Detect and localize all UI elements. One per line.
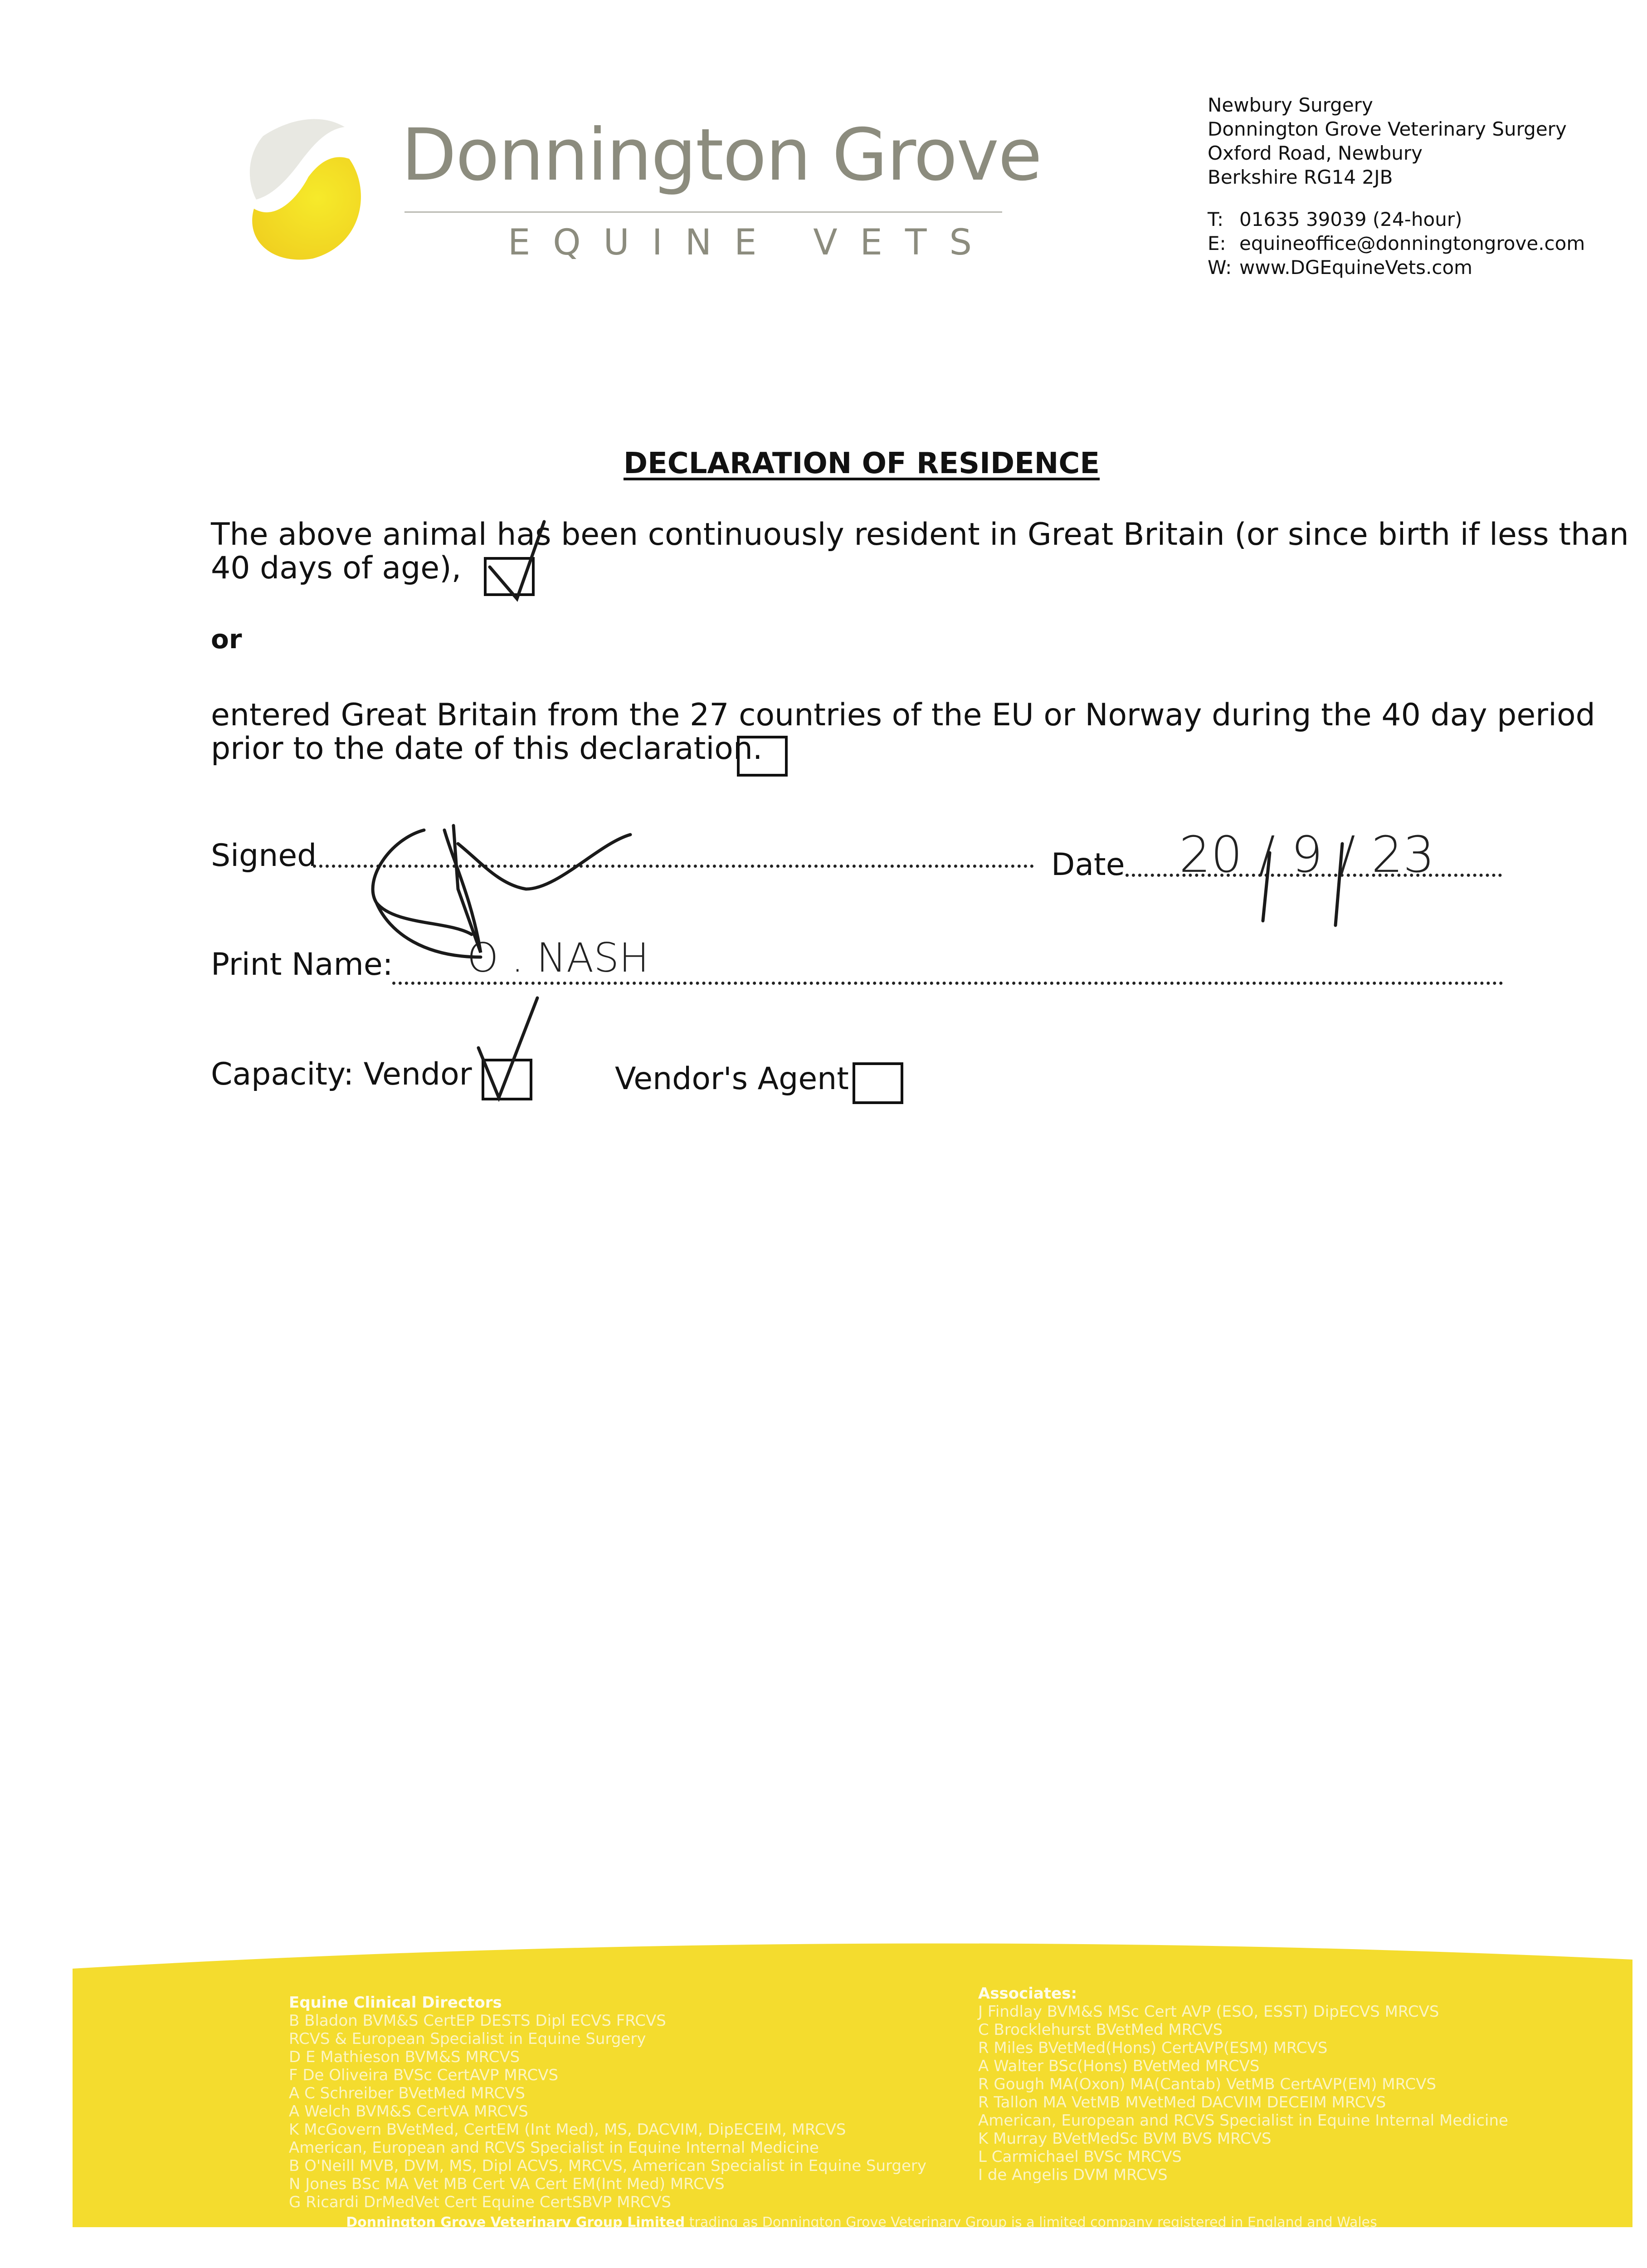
signature-line[interactable] — [313, 865, 1034, 868]
director-entry: D E Mathieson BVM&S MRCVS — [289, 2048, 520, 2066]
option1-checkbox[interactable] — [484, 557, 535, 596]
company-footer-line — [0, 2214, 1647, 2230]
address-line-3: Berkshire RG14 2JB — [1208, 166, 1393, 188]
director-entry: A C Schreiber BVetMed MRCVS — [289, 2084, 525, 2102]
associate-entry: K Murray BVetMedSc BVM BVS MRCVS — [978, 2130, 1272, 2148]
web-label: W: — [1208, 256, 1232, 279]
director-entry: American, European and RCVS Specialist in Equine Internal Medicine — [289, 2139, 819, 2157]
capacity-vendor-label: Capacity: Vendor — [211, 1056, 472, 1092]
option2-line-2: prior to the date of this declaration. — [211, 731, 763, 767]
associate-entry: C Brocklehurst BVetMed MRCVS — [978, 2021, 1223, 2039]
option2-checkbox[interactable] — [737, 736, 788, 777]
director-entry: G Ricardi DrMedVet Cert Equine CertSBVP MRCVS — [289, 2193, 671, 2211]
associate-entry: R Tallon MA VetMB MVetMed DACVIM DECEIM MRCVS — [978, 2093, 1386, 2112]
address-line-2: Oxford Road, Newbury — [1208, 142, 1423, 164]
address-line-1: Donnington Grove Veterinary Surgery — [1208, 118, 1567, 140]
print-name-label: Print Name: — [211, 947, 393, 982]
option1-line-1: The above animal has been continuously resident in Great Britain (or since birth if less than — [211, 517, 1629, 552]
phone-row — [1208, 207, 1585, 231]
director-entry: K McGovern BVetMed, CertEM (Int Med), MS, DACVIM, DipECEIM, MRCVS — [289, 2121, 846, 2139]
director-entry: RCVS & European Specialist in Equine Surgery — [289, 2030, 646, 2048]
director-entry: B O'Neill MVB, DVM, MS, Dipl ACVS, MRCVS, American Specialist in Equine Surgery — [289, 2157, 927, 2175]
associate-entry: R Miles BVetMed(Hons) CertAVP(ESM) MRCVS — [978, 2039, 1328, 2057]
email-label: E: — [1208, 232, 1226, 254]
phone-label: T: — [1208, 208, 1224, 230]
web-row — [1208, 255, 1585, 279]
phone-number: 01635 39039 (24-hour) — [1239, 208, 1462, 230]
logo-mark-icon — [236, 109, 376, 263]
associate-entry: R Gough MA(Oxon) MA(Cantab) VetMB CertAVP(EM) MRCVS — [978, 2075, 1437, 2093]
vendors-agent-label: Vendor's Agent — [615, 1061, 849, 1097]
email-row — [1208, 231, 1585, 255]
associate-entry: L Carmichael BVSc MRCVS — [978, 2148, 1182, 2166]
associate-entry: J Findlay BVM&S MSc Cert AVP (ESO, ESST) DipECVS MRCVS — [978, 2003, 1439, 2021]
associates-column — [978, 1984, 1508, 2184]
form-title: DECLARATION OF RESIDENCE — [623, 447, 1100, 480]
associate-entry: A Walter BSc(Hons) BVetMed MRCVS — [978, 2057, 1260, 2075]
directors-heading: Equine Clinical Directors — [289, 1994, 502, 2012]
associate-entry: American, European and RCVS Specialist in Equine Internal Medicine — [978, 2112, 1508, 2130]
surgery-name: Newbury Surgery — [1208, 94, 1373, 116]
director-entry: F De Oliveira BVSc CertAVP MRCVS — [289, 2066, 559, 2084]
signed-label: Signed — [211, 838, 317, 874]
director-entry: A Welch BVM&S CertVA MRCVS — [289, 2102, 528, 2121]
brand-subtitle: EQUINE VETS — [508, 222, 994, 263]
option2-line-1: entered Great Britain from the 27 countries of the EU or Norway during the 40 day period — [211, 697, 1595, 733]
associates-heading: Associates: — [978, 1984, 1077, 2003]
directors-column — [289, 1994, 926, 2211]
brand-name: Donnington Grove — [401, 113, 1042, 197]
address-block — [1208, 93, 1585, 279]
or-separator: or — [211, 624, 242, 655]
print-name-value: O . NASH — [467, 934, 649, 981]
director-entry: B Bladon BVM&S CertEP DESTS Dipl ECVS FRCVS — [289, 2012, 666, 2030]
option1-line-2: 40 days of age), — [211, 550, 462, 586]
print-name-line[interactable] — [392, 982, 1503, 985]
company-name: Donnington Grove Veterinary Group Limited — [346, 2214, 685, 2230]
company-registration-text: trading as Donnington Grove Veterinary Group is a limited company registered in England and Wales — [689, 2214, 1377, 2230]
vendors-agent-checkbox[interactable] — [853, 1062, 903, 1104]
email-address: equineoffice@donningtongrove.com — [1239, 232, 1585, 254]
vendor-checkbox[interactable] — [482, 1059, 532, 1100]
brand-divider — [404, 211, 1002, 213]
associate-entry: I de Angelis DVM MRCVS — [978, 2166, 1168, 2184]
date-label: Date — [1051, 847, 1125, 883]
director-entry: N Jones BSc MA Vet MB Cert VA Cert EM(Int Med) MRCVS — [289, 2175, 725, 2193]
date-value: 20 / 9 / 23 — [1179, 826, 1435, 884]
website: www.DGEquineVets.com — [1239, 256, 1473, 279]
